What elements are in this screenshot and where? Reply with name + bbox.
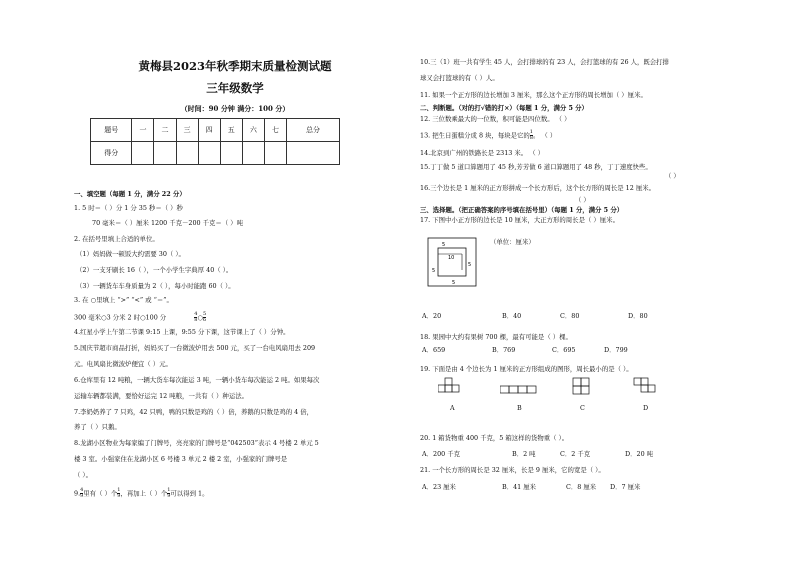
q20-option-d[interactable]: D．20 吨 (625, 450, 654, 458)
score-cell: 六 (242, 119, 264, 142)
question-17: 17. 下图中小正方形的边长是 10 厘米，大正方形的周长是（ ）厘米。 (420, 216, 619, 224)
q18-option-c[interactable]: C．695 (552, 346, 576, 354)
section-fill-blank: 一、填空题（每题 1 分，满分 22 分） (74, 190, 186, 198)
question-3: 3. 在 ○里填上 “>” “<” 或 “＝”。 (74, 296, 173, 304)
q17-option-a[interactable]: A．20 (422, 312, 442, 320)
question-2a: （1）妈妈做一顿饭大约需要 30（ ）。 (76, 250, 185, 258)
label-5-top: 5 (442, 242, 446, 248)
q19-label-a: A (450, 404, 455, 412)
score-input-cell[interactable] (264, 142, 286, 165)
score-table (90, 118, 340, 165)
score-input-cell[interactable] (154, 142, 176, 165)
q19-label-c: C (580, 404, 585, 412)
q19-label-d: D (643, 404, 649, 412)
question-13 (420, 130, 556, 141)
fraction-numerator: 5 (203, 311, 207, 317)
score-input-cell[interactable] (287, 142, 340, 165)
question-1b: 70 毫米＝（ ）厘米 1200 千克－200 千克＝（ ）吨 (92, 219, 244, 227)
q18-option-b[interactable]: B．769 (492, 346, 516, 354)
score-input-cell[interactable] (176, 142, 198, 165)
question-8c: （ ）。 (74, 471, 93, 479)
q19-shape-a[interactable] (438, 377, 466, 401)
exam-subtitle: 三年级数学 (206, 81, 264, 95)
question-10a: 10.三（1）班一共有学生 45 人，会打排球的有 23 人，会打篮球的有 26 人，既会打排 (420, 58, 669, 66)
q17-option-b[interactable]: B．40 (502, 312, 522, 320)
question-9-post: ，再加上（ ）个 (120, 489, 168, 498)
fraction-numerator: 1 (117, 487, 121, 493)
fraction-denominator: 9 (167, 493, 171, 499)
question-9-end: 可以得到 1。 (170, 489, 209, 498)
question-8b: 楼 3 室。小强家住在龙湖小区 6 号楼 3 单元 2 楼 2 室，小强家的门牌号是 (74, 455, 288, 463)
score-cell: 得分 (91, 142, 132, 165)
score-cell: 三 (176, 119, 198, 142)
question-19: 19. 下面是由 4 个边长为 1 厘米的正方形组成的图形，周长最小的是（ ）。 (420, 365, 633, 373)
fraction-denominator: 8 (194, 317, 198, 323)
score-input-cell[interactable] (220, 142, 242, 165)
score-cell: 一 (132, 119, 154, 142)
section-true-false: 二、判断题。（对的打√错的打×）（每题 1 分，满分 5 分） (420, 104, 588, 112)
compare-circle: ○ (197, 313, 203, 322)
fraction-numerator: 1 (529, 129, 533, 135)
question-2c: （3）一辆货车车身质量为 2（ ），每小时能跑 60（ ）。 (76, 282, 235, 290)
question-5b: 元。电风扇比微波炉便宜（ ）元。 (74, 360, 172, 368)
question-6a: 6.仓库里有 12 吨粮，一辆大货车每次能运 3 吨，一辆小货车每次能运 2 吨。如果每次 (74, 376, 320, 384)
q18-option-d[interactable]: D．799 (604, 346, 628, 354)
q19-shape-d[interactable] (633, 377, 657, 401)
question-11: 11. 如果一个正方形的边长增加 3 厘米，那么这个正方形的周长增加（ ）厘米。 (420, 91, 647, 99)
score-cell: 二 (154, 119, 176, 142)
score-input-cell[interactable] (132, 142, 154, 165)
score-cell: 七 (264, 119, 286, 142)
question-2b: （2）一支牙刷长 16（ ），一个小学生字典厚 40（ ）。 (76, 266, 233, 274)
fraction-numerator: 4 (80, 487, 84, 493)
question-16-answer: （ ） (575, 196, 590, 204)
q19-label-b: B (517, 404, 522, 412)
question-15-answer: （ ） (665, 172, 680, 180)
q21-option-c[interactable]: C．8 厘米 (566, 483, 597, 491)
fraction-denominator: 8 (529, 135, 533, 141)
fraction-5-6 (203, 312, 206, 323)
q21-option-d[interactable]: D．7 厘米 (610, 483, 641, 491)
q17-option-c[interactable]: C．80 (560, 312, 580, 320)
nested-squares-diagram (422, 232, 482, 292)
fraction-numerator: 1 (167, 487, 171, 493)
score-table-score-row (91, 142, 340, 165)
exam-meta: （时间：90 分钟 满分：100 分） (180, 104, 290, 113)
fraction-denominator: 9 (80, 493, 84, 499)
score-input-cell[interactable] (198, 142, 220, 165)
question-13-tail: 。 （ ） (532, 131, 557, 140)
label-5-right: 5 (468, 262, 472, 268)
score-cell: 题号 (91, 119, 132, 142)
exam-title: 黄梅县2023年秋季期末质量检测试题 (138, 59, 332, 73)
question-9-number: 9. (74, 489, 81, 498)
question-20: 20. 1 箱货物重 400 千克，5 箱这样的货物重（ ）。 (420, 434, 569, 442)
question-7b: 养了（ ）只鹅。 (74, 423, 121, 431)
q18-option-a[interactable]: A．659 (422, 346, 446, 354)
fraction-denominator: 9 (117, 493, 121, 499)
question-18: 18. 果园中大约有果树 700 棵，最有可能是（ ）棵。 (420, 333, 572, 341)
question-14: 14.北京到广州的铁路长是 2313 米。 （ ） (420, 149, 545, 157)
q21-option-a[interactable]: A．23 厘米 (422, 483, 456, 491)
label-10: 10 (448, 255, 455, 261)
question-13-text: 13. 把生日蛋糕分成 8 块，每块是它的 (420, 131, 530, 140)
question-3a (74, 312, 206, 323)
score-cell: 总分 (287, 119, 340, 142)
q21-option-b[interactable]: B．41 厘米 (502, 483, 537, 491)
q20-option-a[interactable]: A．200 千克 (422, 450, 461, 458)
question-10b: 球又会打篮球的有（ ）人。 (420, 74, 499, 82)
question-12: 12. 三位数乘最大的一位数，积可能是四位数。 （ ） (420, 115, 571, 123)
score-cell: 四 (198, 119, 220, 142)
label-5-left: 5 (432, 268, 436, 274)
score-cell: 五 (220, 119, 242, 142)
question-2: 2. 在括号里填上合适的单位。 (74, 235, 159, 243)
q19-shape-b[interactable] (500, 385, 540, 395)
question-3a-text: 300 毫米○3 分米 2 时○100 分 (74, 313, 167, 322)
score-input-cell[interactable] (242, 142, 264, 165)
fraction-denominator: 6 (203, 317, 207, 323)
q20-option-b[interactable]: B．2 吨 (512, 450, 536, 458)
q19-shape-c[interactable] (572, 377, 592, 401)
question-1a: 1. 5 时＝（ ）分 1 分 35 秒＝（ ）秒 (74, 204, 183, 212)
fraction-numerator: 4 (194, 311, 198, 317)
question-17-unit: （单位：厘米） (490, 238, 535, 246)
question-7a: 7.李奶奶养了 7 只鸡，42 只鸭，鸭的只数是鸡的（ ）倍，养鹅的只数是鸡的 4 倍， (74, 408, 314, 416)
section-choice: 三、选择题。（把正确答案的序号填在括号里）（每题 1 分，满分 5 分） (420, 206, 624, 214)
question-15: 15.丁丁做 5 道口算题用了 45 秒,芳芳做 6 道口算题用了 48 秒，丁丁速度快些。 (420, 163, 652, 171)
question-4: 4.红星小学上午第二节课 9:15 上课，9:55 分下课，这节课上了（ ）分钟。 (74, 328, 290, 336)
q20-option-c[interactable]: C．2 千克 (560, 450, 591, 458)
score-table-header-row (91, 119, 340, 142)
question-21: 21. 一个长方形的周长是 32 厘米，长是 9 厘米，它的宽是（ ）。 (420, 466, 605, 474)
question-5a: 5.国庆节超市商品打折，妈妈买了一台微波炉用去 500 元，买了一台电风扇用去 209 (74, 344, 316, 352)
question-17-figure (422, 232, 482, 292)
question-9-mid: 里有（ ）个 (83, 489, 118, 498)
question-8a: 8.龙湖小区物业为每家编了门牌号，亮亮家的门牌号是“042503”表示 4 号楼 2 单元 5 (74, 439, 319, 447)
q17-option-d[interactable]: D．80 (628, 312, 648, 320)
question-16: 16.三个边长是 1 厘米的正方形拼成一个长方形后，这个长方形的周长是 12 厘米。 (420, 184, 655, 192)
question-9 (74, 488, 208, 499)
question-6b: 运输车辆都装满，要恰好运完 12 吨粮，一共有（ ）种运法。 (74, 392, 248, 400)
label-5-bottom: 5 (452, 280, 456, 286)
